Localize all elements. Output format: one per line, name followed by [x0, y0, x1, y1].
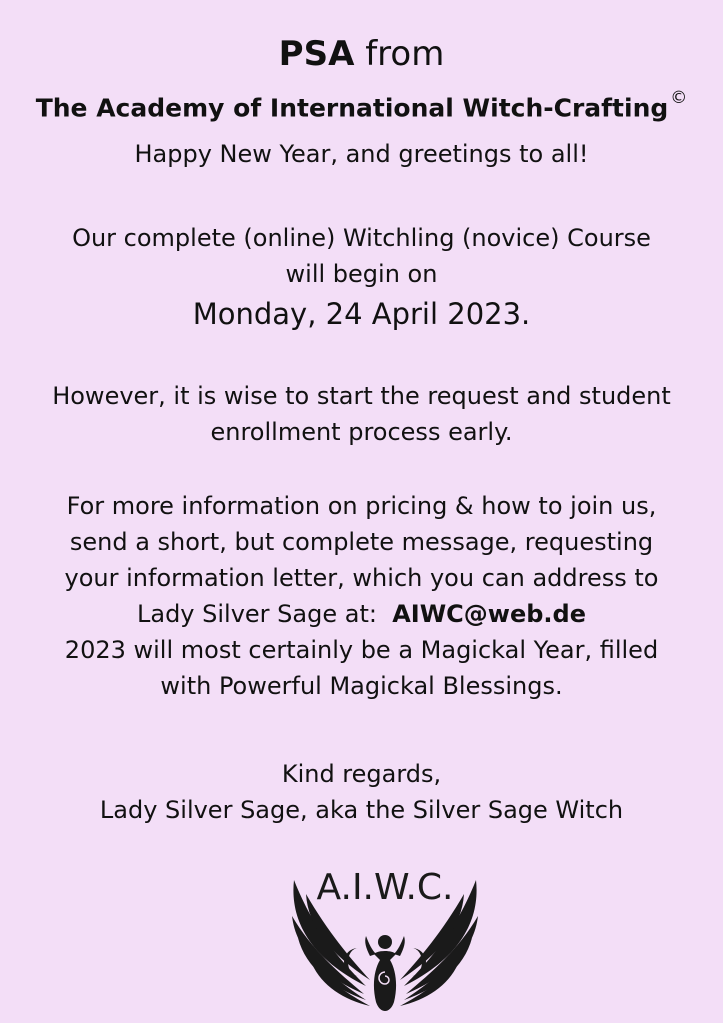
- closing-line-1: Kind regards,: [281, 760, 442, 788]
- address-prefix: Lady Silver Sage at:: [136, 600, 377, 628]
- psa-heading: [0, 32, 723, 76]
- psa-from: from: [365, 34, 445, 74]
- course-line-2: will begin on: [285, 260, 438, 288]
- closing-block: [0, 756, 723, 828]
- enrollment-line-2: enrollment process early.: [210, 418, 513, 446]
- aiwc-logo: [286, 858, 484, 1023]
- copyright-mark: ©: [670, 88, 688, 108]
- logo-text: A.I.W.C.: [316, 867, 454, 908]
- pricing-line-4: [0, 596, 723, 632]
- signature-line: Lady Silver Sage, aka the Silver Sage Witch: [99, 796, 624, 824]
- academy-title: [0, 84, 723, 126]
- greeting-line: Happy New Year, and greetings to all!: [134, 140, 589, 168]
- course-line-1: Our complete (online) Witchling (novice) Course: [72, 224, 651, 252]
- pricing-line-2: send a short, but complete message, requesting: [69, 528, 654, 556]
- course-start-date: Monday, 24 April 2023.: [192, 297, 531, 331]
- pricing-line-3: your information letter, which you can address to: [64, 564, 659, 592]
- email-link[interactable]: AIWC@web.de: [392, 600, 586, 628]
- pricing-line-1: For more information on pricing & how to join us,: [66, 492, 657, 520]
- pricing-line-5: 2023 will most certainly be a Magickal Year, filled: [64, 636, 659, 664]
- enrollment-line-1: However, it is wise to start the request and student: [52, 382, 671, 410]
- enrollment-paragraph: [0, 378, 723, 450]
- pricing-line-6: with Powerful Magickal Blessings.: [160, 672, 563, 700]
- psa-label: PSA: [278, 34, 355, 74]
- academy-name: The Academy of International Witch-Crafting: [35, 93, 669, 123]
- pricing-paragraph: [0, 488, 723, 704]
